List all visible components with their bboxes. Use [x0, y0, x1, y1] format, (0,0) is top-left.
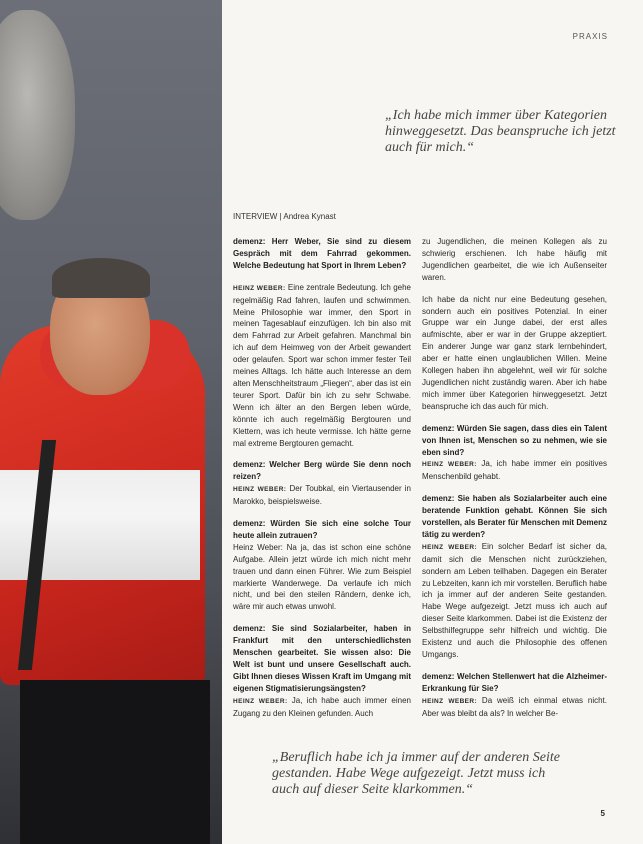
paragraph: zu Jugendlichen, die meinen Kollegen als zu schwierig erschienen. Ich habe häufig mit Jugendlichen gearbeitet, die wie ich Außenseiter waren. — [422, 237, 607, 282]
byline: INTERVIEW | Andrea Kynast — [233, 212, 336, 221]
pullquote-top: „Ich habe mich immer über Kategorien hinweggesetzt. Das beanspruche ich jetzt auch für mich.“ — [385, 108, 616, 155]
text-column-1 — [233, 236, 411, 730]
speaker: HEINZ WEBER: — [422, 461, 477, 469]
man-hair — [52, 258, 150, 298]
question: demenz: Sie sind Sozialarbeiter, haben in Frankfurt mit den unterschiedlichsten Menschen gearbeitet. Sie wissen also: Die Welt ist bunt und unsere Gesellschaft auch. Gibt Ihnen dieses Wissen Kraft im Umgang mit eigenen Stigmatisierungsängsten? — [233, 624, 411, 693]
dark-pants — [20, 680, 210, 844]
speaker: HEINZ WEBER: — [233, 284, 286, 292]
speaker: Heinz Weber: — [233, 542, 283, 552]
paragraph: Ich habe da nicht nur eine Bedeutung gesehen, sondern auch ein positives Potenzial. In einer Gruppe war ein Junge dabei, der erst alles aufmischte, aber er war in der Gruppe akzeptiert. Ein anderer Junge war ganz stark lernbehindert, aber er hatte einen unglaublichen Willen. Meine Kollegen haben ihn abgelehnt, weil wir für solche Jugendlichen nicht zuständig waren. Aber ich habe mich immer über Kategorien hinweggesetzt. Jetzt beanspruche ich das auch für mich. — [422, 294, 607, 411]
question: demenz: Würden Sie sagen, dass dies ein Talent von Ihnen ist, Menschen so zu nehmen, wie sie eben sind? — [422, 423, 607, 457]
question: demenz: Herr Weber, Sie sind zu diesem Gespräch mit dem Fahrrad gekommen. Welche Bedeutung hat Sport in Ihrem Leben? — [233, 237, 411, 270]
text-column-2 — [422, 236, 607, 730]
speaker: HEINZ WEBER: — [422, 543, 478, 551]
page-number: 5 — [600, 809, 605, 818]
portrait-photo — [0, 0, 222, 844]
answer: Ja, ich habe auch immer einen Zugang zu den Kleinen gefunden. Auch — [233, 695, 411, 718]
answer: Da weiß ich einmal etwas nicht. Aber was bleibt da als? In welcher Be- — [422, 695, 608, 718]
question: demenz: Welchen Stellenwert hat die Alzheimer-Erkrankung für Sie? — [422, 671, 607, 693]
answer: Eine zentrale Bedeutung. Ich gehe regelmäßig Rad fahren, laufen und schwimmen. Meine Philosophie war immer, den Sport in meinen Tagesablauf einzufügen. Ich bin also mit dem Fahrrad zur Arbeit gefahren. Manchmal bin ich auf dem Heimweg von der Arbeit gewandert oder gelaufen. Sport war schon immer fester Teil meines Alltags. Ich hätte auch Interesse an dem alten Menschheitstraum „Fliegen“, aber das ist ein teurer Sport. Dafür bin ich zu sehr Schwabe. Wenn ich älter an den Bergen leben würde, könnte ich auch regelmäßig Bergtouren und Klettern, was ich heute vermisse. Ich hätte gerne mal extreme Bergtouren gemacht. — [233, 282, 411, 448]
question: demenz: Welcher Berg würde Sie denn noch reizen? — [233, 460, 411, 482]
rock-background — [0, 10, 75, 220]
answer: Na ja, das ist schon eine schöne Aufgabe. Allein jetzt würde ich mich nicht mehr trauen und dann einen Führer. Wie zum Beispiel markierte Wanderwege. Da verlaufe ich mich nicht, und bei den steilen Rändern, denke ich, wäre mir auch etwas unwohl. — [233, 542, 411, 612]
question: demenz: Würden Sie sich eine solche Tour heute allein zutrauen? — [233, 519, 411, 540]
speaker: HEINZ WEBER: — [233, 486, 287, 494]
answer: Der Toubkal, ein Viertausender in Marokko, beispielsweise. — [233, 484, 411, 507]
answer: Ein solcher Bedarf ist sicher da, damit sich die Menschen nicht zurückziehen, sondern am Leben teilhaben. Dagegen ein Berater zu Lebzeiten, kann ich mir vorstellen. Beruflich habe ich ja immer auf der anderen Seite gestanden. Habe Wege aufgezeigt. Jetzt muss ich auch auf dieser Seite klarkommen. Dabei ist die Existenz der Selbsthilfegruppe sehr hilfreich und wichtig. Die Existenz und auch die Philosophie des offenen Umgangs. — [422, 541, 607, 659]
answer: Ja, ich habe immer ein positives Menschenbild gehabt. — [422, 459, 607, 482]
section-label: PRAXIS — [572, 32, 608, 41]
speaker: HEINZ WEBER: — [422, 697, 478, 705]
pullquote-bottom: „Beruflich habe ich ja immer auf der anderen Seite gestanden. Habe Wege aufgezeigt. Jetzt muss ich auch auf dieser Seite klarkommen.“ — [272, 750, 560, 797]
question: demenz: Sie haben als Sozialarbeiter auch eine beratende Funktion gehabt. Können Sie sich vorstellen, als Berater für Menschen mit Demenz tätig zu werden? — [422, 494, 607, 539]
speaker: HEINZ WEBER: — [233, 697, 288, 705]
